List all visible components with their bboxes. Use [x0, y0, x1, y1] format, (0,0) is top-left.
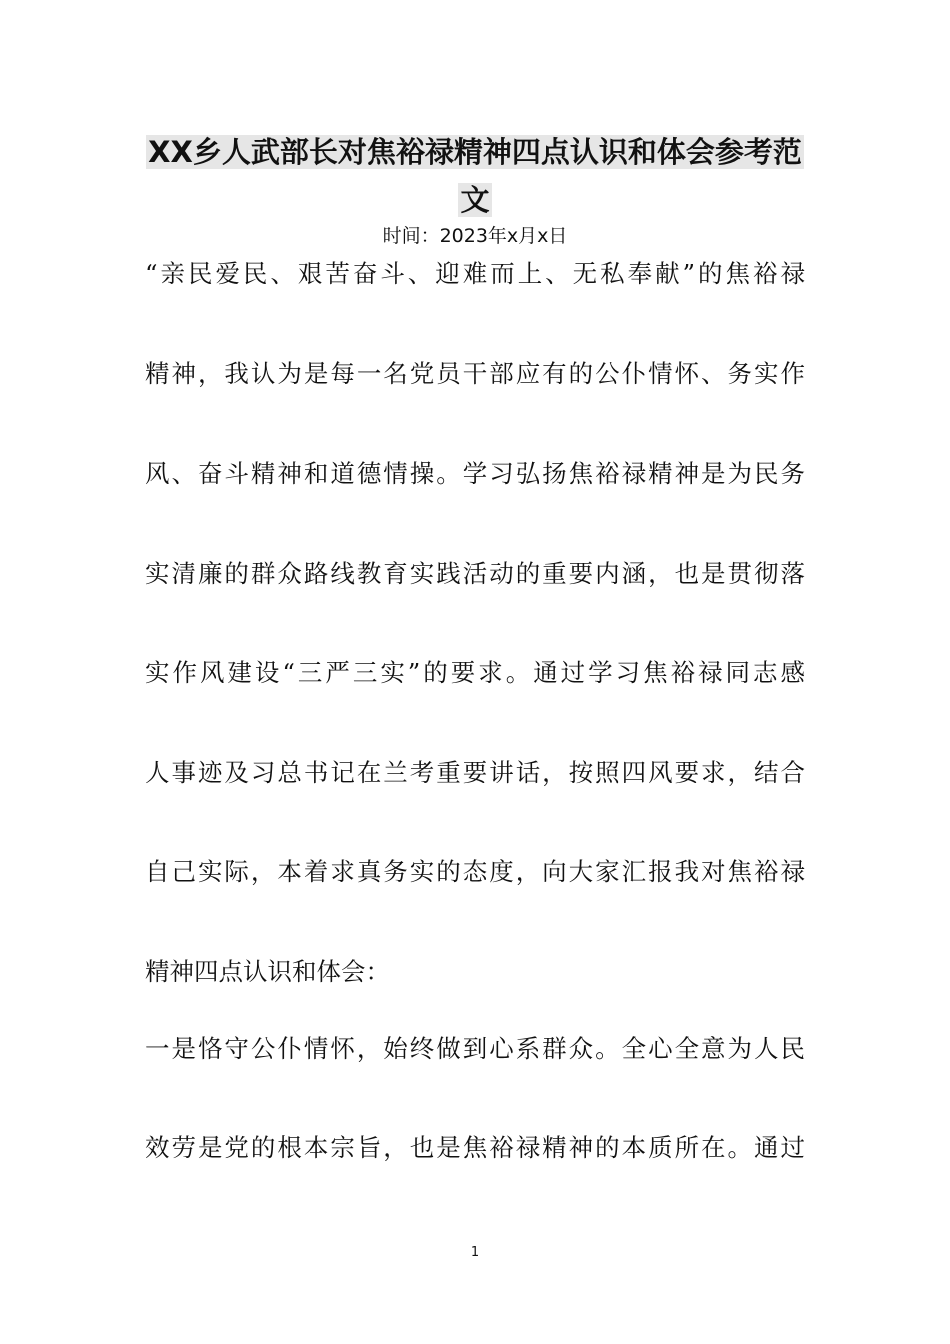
- body-line-9: 一是恪守公仆情怀，始终做到心系群众。全心全意为人民: [145, 1034, 805, 1063]
- document-date: 时间：2023年x月x日: [382, 225, 568, 247]
- document-title-line-2: [0, 180, 950, 220]
- body-line-7: 自己实际，本着求真务实的态度，向大家汇报我对焦裕禄: [145, 857, 805, 886]
- body-line-2: 精神，我认为是每一名党员干部应有的公仆情怀、务实作: [145, 359, 805, 388]
- body-line-5: 实作风建设“三严三实”的要求。通过学习焦裕禄同志感: [145, 658, 805, 687]
- body-line-1: “亲民爱民、艰苦奋斗、迎难而上、无私奉献”的焦裕禄: [145, 259, 805, 288]
- page-number: 1: [470, 1245, 480, 1260]
- body-line-3: 风、奋斗精神和道德情操。学习弘扬焦裕禄精神是为民务: [145, 459, 805, 488]
- body-line-8: 精神四点认识和体会：: [145, 957, 390, 986]
- body-line-4: 实清廉的群众路线教育实践活动的重要内涵，也是贯彻落: [145, 559, 805, 588]
- title-text-line-1: XX乡人武部长对焦裕禄精神四点认识和体会参考范: [148, 135, 802, 169]
- body-line-10: 效劳是党的根本宗旨，也是焦裕禄精神的本质所在。通过: [145, 1133, 805, 1162]
- body-line-6: 人事迹及习总书记在兰考重要讲话，按照四风要求，结合: [145, 758, 805, 787]
- title-text-line-2: 文: [460, 183, 490, 217]
- document-title-line-1: [0, 132, 950, 172]
